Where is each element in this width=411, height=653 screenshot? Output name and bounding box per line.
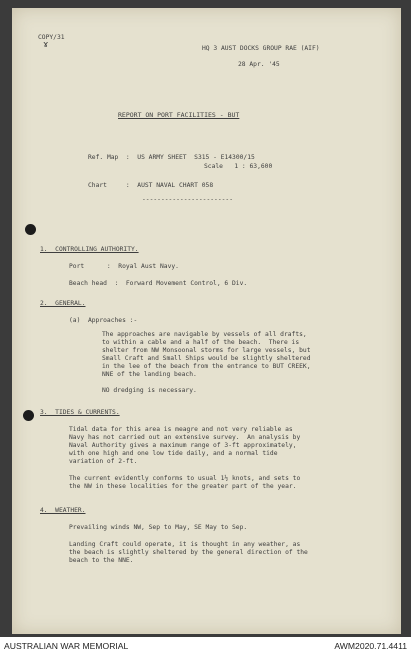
text-line: variation of 2-ft.: [69, 458, 138, 465]
report-title: REPORT ON PORT FACILITIES - BUT: [118, 111, 240, 119]
archive-footer: [0, 637, 411, 653]
punch-hole: [25, 224, 36, 235]
section-1-heading: 1. CONTROLLING AUTHORITY.: [40, 246, 139, 253]
text-line: NNE of the landing beach.: [102, 371, 197, 378]
chart-line: Chart : AUST NAVAL CHART 058: [88, 182, 214, 189]
document-page: [12, 8, 401, 634]
text-line: Naval Authority gives a maximum range of 3-ft approximately,: [69, 442, 297, 449]
section-2-heading: 2. GENERAL.: [40, 300, 86, 307]
text-line: the beach is slightly sheltered by the general direction of the: [69, 549, 308, 556]
copy-number: COPY/31: [38, 34, 65, 41]
text-line: Navy has not carried out an extensive survey. An analysis by: [69, 434, 301, 441]
text-line: Landing Craft could operate, it is thought in any weather, as: [69, 541, 301, 548]
punch-hole: [23, 410, 34, 421]
text-line: Small Craft and Small Ships would be slightly sheltered: [102, 355, 311, 362]
text-line: shelter from NW Monsoonal storms for large vessels, but: [102, 347, 311, 354]
footer-institution: AUSTRALIAN WAR MEMORIAL: [4, 641, 129, 651]
text-line: beach to the NNE.: [69, 557, 134, 564]
section-3-heading: 3. TIDES & CURRENTS.: [40, 409, 120, 416]
document-date: 28 Apr. '45: [238, 61, 280, 68]
section-4-heading: 4. WEATHER.: [40, 507, 86, 514]
dredging-line: NO dredging is necessary.: [102, 387, 197, 394]
ref-map-line: Ref. Map : US ARMY SHEET S315 - E14300/15: [88, 154, 255, 161]
port-line: Port : Royal Aust Navy.: [69, 263, 179, 270]
beach-head-line: Beach head : Forward Movement Control, 6 Div.: [69, 280, 248, 287]
pencil-mark: ɤ: [43, 40, 49, 50]
winds-line: Prevailing winds NW, Sep to May, SE May to Sep.: [69, 524, 248, 531]
text-line: The approaches are navigable by vessels of all drafts,: [102, 331, 307, 338]
scale-line: Scale 1 : 63,600: [204, 163, 273, 170]
divider: ------------------------: [142, 196, 233, 203]
headquarters-line: HQ 3 AUST DOCKS GROUP RAE (AIF): [202, 45, 320, 52]
text-line: the NW in these localities for the greater part of the year.: [69, 483, 297, 490]
text-line: with one high and one low tide daily, and a normal tide: [69, 450, 278, 457]
approaches-subheading: (a) Approaches :-: [69, 317, 138, 324]
text-line: The current evidently conforms to usual 1½ knots, and sets to: [69, 475, 301, 482]
text-line: to within a cable and a half of the beach. There is: [102, 339, 300, 346]
footer-accession-number: AWM2020.71.4411: [334, 641, 407, 651]
text-line: in the lee of the beach from the entrance to BUT CREEK,: [102, 363, 311, 370]
text-line: Tidal data for this area is meagre and not very reliable as: [69, 426, 293, 433]
